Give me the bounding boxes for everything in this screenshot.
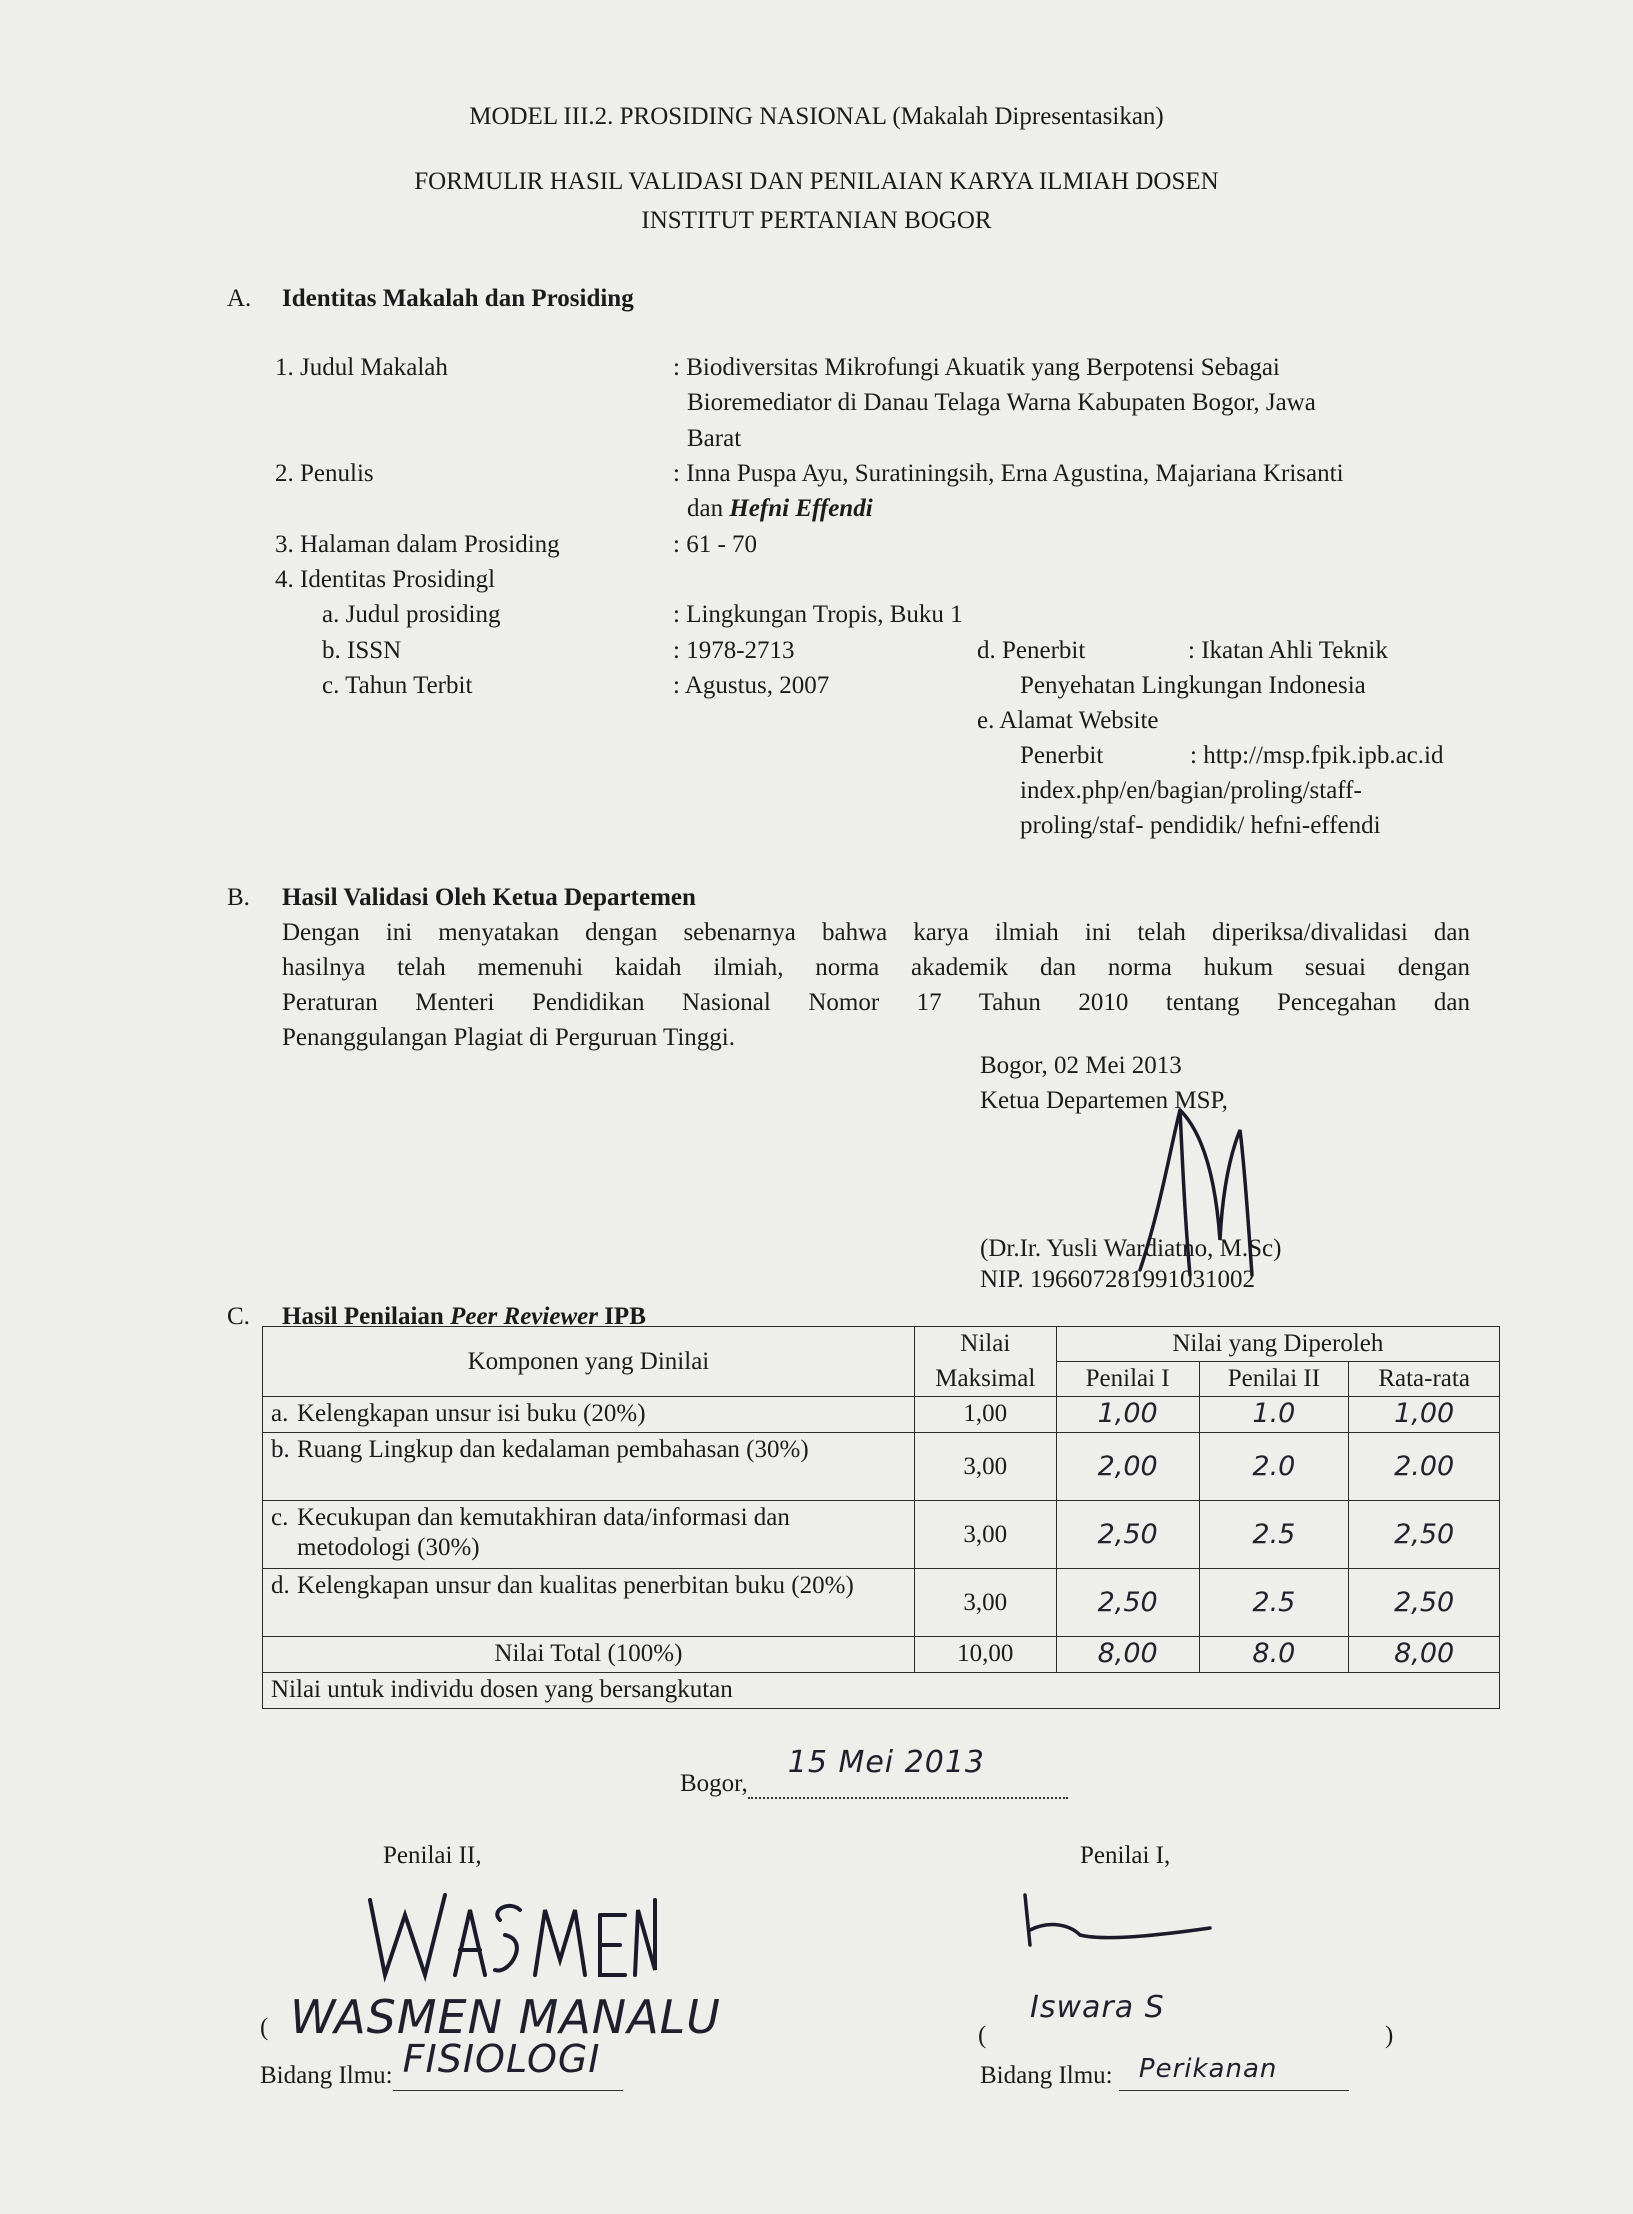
row-max: 3,00 xyxy=(914,1569,1056,1637)
alamat-website-value-2: index.php/en/bagian/proling/staff- xyxy=(1020,777,1362,804)
tahun-terbit-value: : Agustus, 2007 xyxy=(673,672,830,699)
row-component: a. Kelengkapan unsur isi buku (20%) xyxy=(263,1397,915,1433)
row-penilai1: 2,50 xyxy=(1056,1569,1199,1637)
row-penilai2: 2.5 xyxy=(1199,1501,1349,1569)
row-max: 3,00 xyxy=(914,1433,1056,1501)
footer-place: Bogor, 15 Mei 2013 xyxy=(680,1768,1068,1799)
row-penilai1: 2,50 xyxy=(1056,1501,1199,1569)
total-penilai2: 8.0 xyxy=(1199,1637,1349,1673)
penilai2-signature xyxy=(360,1880,660,1990)
issn-value: : 1978-2713 xyxy=(673,637,795,664)
row-avg: 2,50 xyxy=(1349,1569,1500,1637)
bidang2-label: Bidang Ilmu: xyxy=(260,2062,393,2089)
row-component: b. Ruang Lingkup dan kedalaman pembahasan (30%) xyxy=(263,1433,915,1501)
validation-text-line-1: Dengan ini menyatakan dengan sebenarnya bahwa karya ilmiah ini telah diperiksa/divalidasi dan xyxy=(282,919,1470,946)
col-rata-header: Rata-rata xyxy=(1349,1362,1500,1397)
table-header-row xyxy=(263,1327,1500,1362)
row-penilai1: 2,00 xyxy=(1056,1433,1199,1501)
bidang2-row xyxy=(260,2037,623,2091)
individual-label: Nilai untuk individu dosen yang bersangkutan xyxy=(263,1673,1500,1709)
institution-title: INSTITUT PERTANIAN BOGOR xyxy=(641,207,992,234)
judul-prosiding-value: : Lingkungan Tropis, Buku 1 xyxy=(673,601,963,628)
penilai1-name: Iswara S xyxy=(1030,1990,1165,2025)
penulis-label: 2. Penulis xyxy=(275,460,374,487)
ketua-nip: NIP. 196607281991031002 xyxy=(980,1266,1256,1293)
section-b-title: Hasil Validasi Oleh Ketua Departemen xyxy=(282,884,696,911)
judul-makalah-value-2: Bioremediator di Danau Telaga Warna Kabupaten Bogor, Jawa xyxy=(687,389,1316,416)
col-nilai-header: Nilai xyxy=(914,1327,1056,1362)
peer-review-table xyxy=(262,1326,1500,1709)
tahun-terbit-label: c. Tahun Terbit xyxy=(322,672,473,699)
judul-prosiding-label: a. Judul prosiding xyxy=(322,601,501,628)
identitas-prosiding-label: 4. Identitas Prosidingl xyxy=(275,566,496,593)
issn-label: b. ISSN xyxy=(322,637,402,664)
section-a-label: A. xyxy=(227,285,252,312)
validation-text-line-4: Penanggulangan Plagiat di Perguruan Tinggi. xyxy=(282,1024,735,1051)
halaman-label: 3. Halaman dalam Prosiding xyxy=(275,531,560,558)
row-avg: 1,00 xyxy=(1349,1397,1500,1433)
table-individual-row xyxy=(263,1673,1500,1709)
row-component: d. Kelengkapan unsur dan kualitas penerbitan buku (20%) xyxy=(263,1569,915,1637)
alamat-website-label: e. Alamat Website xyxy=(977,707,1159,734)
col-penilai1-header: Penilai I xyxy=(1056,1362,1199,1397)
form-title: FORMULIR HASIL VALIDASI DAN PENILAIAN KARYA ILMIAH DOSEN xyxy=(414,168,1219,195)
validation-text-line-3: Peraturan Menteri Pendidikan Nasional Nomor 17 Tahun 2010 tentang Pencegahan dan xyxy=(282,989,1470,1016)
table-row xyxy=(263,1569,1500,1637)
judul-makalah-value-3: Barat xyxy=(687,425,742,452)
total-label: Nilai Total (100%) xyxy=(263,1637,915,1673)
row-component: c. Kecukupan dan kemutakhiran data/informasi dan metodologi (30%) xyxy=(263,1501,915,1569)
table-row xyxy=(263,1433,1500,1501)
col-penilai2-header: Penilai II xyxy=(1199,1362,1349,1397)
total-max: 10,00 xyxy=(914,1637,1056,1673)
penilai1-open-paren: ( xyxy=(978,2022,987,2049)
row-penilai1: 1,00 xyxy=(1056,1397,1199,1433)
bidang1-value: Perikanan xyxy=(1138,2054,1278,2084)
penilai1-close-paren: ) xyxy=(1385,2022,1394,2049)
penilai1-signature xyxy=(1010,1890,1230,1970)
section-b-label: B. xyxy=(227,884,250,911)
row-avg: 2,50 xyxy=(1349,1501,1500,1569)
penilai2-name: WASMEN MANALU xyxy=(290,1990,721,2044)
row-penilai2: 1.0 xyxy=(1199,1397,1349,1433)
section-c-title: Hasil Penilaian Peer Reviewer IPB xyxy=(282,1303,646,1330)
bidang2-value: FISIOLOGI xyxy=(402,2037,601,2081)
alamat-penerbit-label: Penerbit xyxy=(1020,742,1104,769)
validation-position: Ketua Departemen MSP, xyxy=(980,1087,1228,1114)
table-total-row xyxy=(263,1637,1500,1673)
footer-date: 15 Mei 2013 xyxy=(787,1745,986,1780)
total-avg: 8,00 xyxy=(1349,1637,1500,1673)
penilai2-label: Penilai II, xyxy=(383,1842,482,1869)
judul-makalah-label: 1. Judul Makalah xyxy=(275,354,448,381)
judul-makalah-value: : Biodiversitas Mikrofungi Akuatik yang Berpotensi Sebagai xyxy=(673,354,1280,381)
section-a-title: Identitas Makalah dan Prosiding xyxy=(282,285,634,312)
penerbit-label: d. Penerbit xyxy=(977,637,1086,664)
validation-text-line-2: hasilnya telah memenuhi kaidah ilmiah, norma akademik dan norma hukum sesuai dengan xyxy=(282,954,1470,981)
table-row xyxy=(263,1501,1500,1569)
penulis-value-2: dan Hefni Effendi xyxy=(687,495,873,522)
penerbit-value-2: Penyehatan Lingkungan Indonesia xyxy=(1020,672,1366,699)
highlighted-author: Hefni Effendi xyxy=(729,495,873,522)
alamat-website-value: : http://msp.fpik.ipb.ac.id xyxy=(1190,742,1444,769)
alamat-website-value-3: proling/staf- pendidik/ hefni-effendi xyxy=(1020,812,1381,839)
row-avg: 2.00 xyxy=(1349,1433,1500,1501)
halaman-value: : 61 - 70 xyxy=(673,531,758,558)
ketua-name: (Dr.Ir. Yusli Wardiatno, M.Sc) xyxy=(980,1235,1282,1262)
row-max: 1,00 xyxy=(914,1397,1056,1433)
form-model-title: MODEL III.2. PROSIDING NASIONAL (Makalah Dipresentasikan) xyxy=(469,103,1164,130)
col-maksimal-header: Maksimal xyxy=(914,1362,1056,1397)
row-penilai2: 2.5 xyxy=(1199,1569,1349,1637)
total-penilai1: 8,00 xyxy=(1056,1637,1199,1673)
col-component-header: Komponen yang Dinilai xyxy=(263,1327,915,1397)
bidang1-label: Bidang Ilmu: xyxy=(980,2062,1113,2089)
table-row xyxy=(263,1397,1500,1433)
penilai2-open-paren: ( xyxy=(260,2014,269,2041)
validation-place-date: Bogor, 02 Mei 2013 xyxy=(980,1052,1182,1079)
penulis-value: : Inna Puspa Ayu, Suratiningsih, Erna Agustina, Majariana Krisanti xyxy=(673,460,1344,487)
bidang1-row xyxy=(980,2054,1349,2091)
row-penilai2: 2.0 xyxy=(1199,1433,1349,1501)
bidang1-line xyxy=(1119,2054,1349,2091)
bidang2-line xyxy=(393,2037,623,2091)
penilai1-label: Penilai I, xyxy=(1080,1842,1171,1869)
row-max: 3,00 xyxy=(914,1501,1056,1569)
section-c-label: C. xyxy=(227,1303,250,1330)
penerbit-value: : Ikatan Ahli Teknik xyxy=(1188,637,1388,664)
col-diperoleh-header: Nilai yang Diperoleh xyxy=(1056,1327,1499,1362)
